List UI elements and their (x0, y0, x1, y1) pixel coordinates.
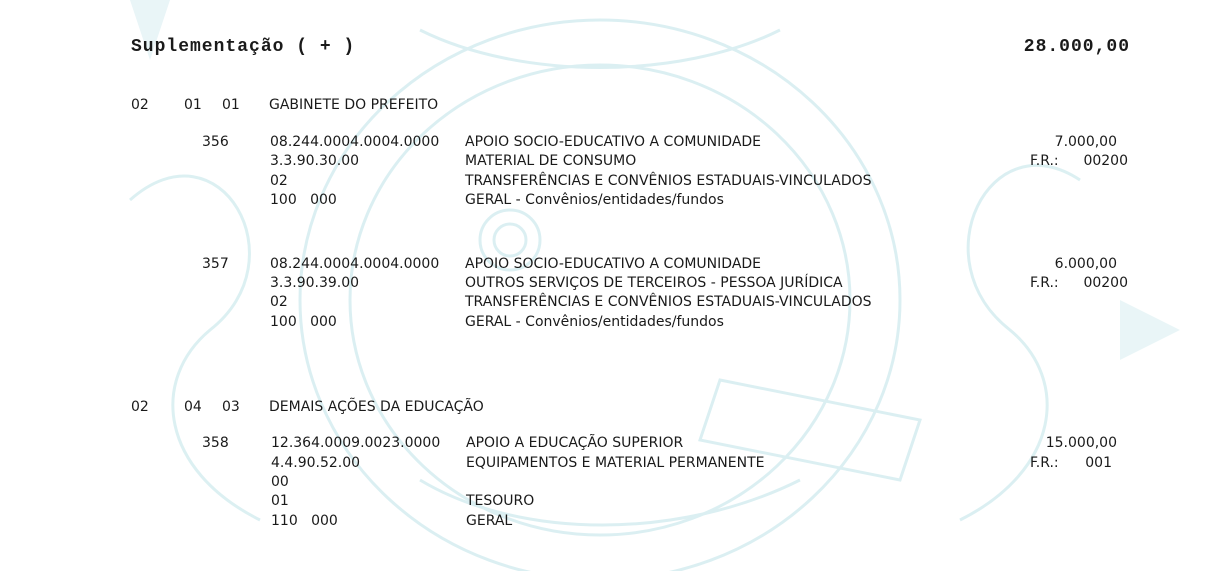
entry-description: GERAL - Convênios/entidades/fundos (465, 314, 724, 330)
section-code: 04 (184, 399, 202, 415)
entry-description: GERAL (466, 513, 513, 529)
entry-amount: 15.000,00 (1045, 435, 1117, 451)
entry-code: 12.364.0009.0023.0000 (271, 435, 441, 451)
section-code: 01 (184, 97, 202, 113)
entry-description: EQUIPAMENTOS E MATERIAL PERMANENTE (466, 455, 765, 471)
entry-code: 3.3.90.39.00 (270, 275, 360, 291)
entry-description: TRANSFERÊNCIAS E CONVÊNIOS ESTADUAIS-VINCULADOS (465, 173, 872, 189)
section-name: GABINETE DO PREFEITO (269, 97, 439, 113)
entry-description: APOIO A EDUCAÇÃO SUPERIOR (466, 435, 684, 451)
entry-code: 00 (271, 474, 289, 490)
fr-label: F.R.: (1030, 455, 1059, 471)
section-code: 02 (131, 399, 149, 415)
entry-description: MATERIAL DE CONSUMO (465, 153, 637, 169)
fr-value: 00200 (1083, 153, 1128, 169)
fr-label: F.R.: (1030, 153, 1059, 169)
entry-code: 4.4.90.52.00 (271, 455, 361, 471)
entry-description: OUTROS SERVIÇOS DE TERCEIROS - PESSOA JURÍDICA (465, 275, 843, 291)
entry-description: GERAL - Convênios/entidades/fundos (465, 192, 724, 208)
page-title: Suplementação ( + ) (131, 37, 356, 57)
entry-amount: 6.000,00 (1054, 256, 1117, 272)
section-code: 01 (222, 97, 240, 113)
entry-description: TRANSFERÊNCIAS E CONVÊNIOS ESTADUAIS-VINCULADOS (465, 294, 872, 310)
entry-code: 100 000 (270, 314, 337, 330)
entry-code: 02 (270, 173, 288, 189)
entry-code: 110 000 (271, 513, 338, 529)
entry-code: 3.3.90.30.00 (270, 153, 360, 169)
section-name: DEMAIS AÇÕES DA EDUCAÇÃO (269, 399, 484, 415)
fr-value: 00200 (1083, 275, 1128, 291)
fr-label: F.R.: (1030, 275, 1059, 291)
entry-code: 100 000 (270, 192, 337, 208)
entry-description: TESOURO (466, 493, 535, 509)
entry-amount: 7.000,00 (1054, 134, 1117, 150)
entry-code: 01 (271, 493, 289, 509)
entry-code: 08.244.0004.0004.0000 (270, 256, 440, 272)
total-amount: 28.000,00 (1023, 37, 1130, 57)
entry-description: APOIO SOCIO-EDUCATIVO A COMUNIDADE (465, 256, 762, 272)
entry-code: 08.244.0004.0004.0000 (270, 134, 440, 150)
entry-code: 02 (270, 294, 288, 310)
entry-number: 358 (202, 435, 229, 451)
section-code: 03 (222, 399, 240, 415)
fr-value: 001 (1085, 455, 1112, 471)
section-code: 02 (131, 97, 149, 113)
entry-description: APOIO SOCIO-EDUCATIVO A COMUNIDADE (465, 134, 762, 150)
entry-number: 356 (202, 134, 229, 150)
entry-number: 357 (202, 256, 229, 272)
